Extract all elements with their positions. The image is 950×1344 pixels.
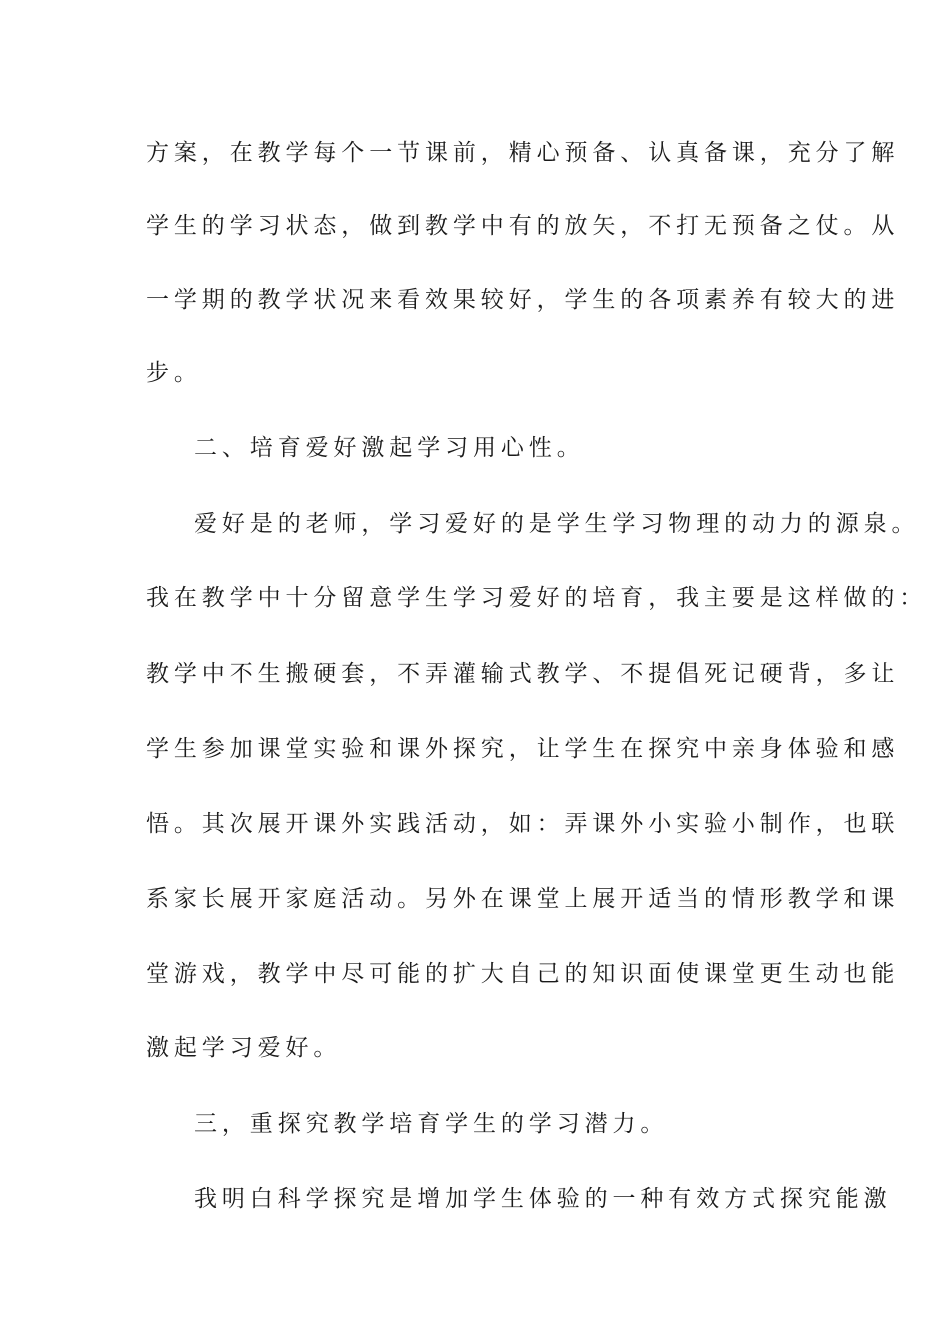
paragraph-line: 步。	[146, 360, 202, 386]
paragraph-line: 悟。其次展开课外实践活动，如：弄课外小实验小制作，也联	[146, 811, 900, 837]
section-heading: 二、培育爱好激起学习用心性。	[194, 435, 585, 461]
paragraph-line: 系家长展开家庭活动。另外在课堂上展开适当的情形教学和课	[146, 886, 900, 912]
paragraph-line: 我在教学中十分留意学生学习爱好的培育，我主要是这样做的：	[146, 585, 928, 611]
paragraph-line: 激起学习爱好。	[146, 1035, 342, 1061]
paragraph-line: 方案，在教学每个一节课前，精心预备、认真备课，充分了解	[146, 140, 900, 166]
paragraph-line: 学生的学习状态，做到教学中有的放矢，不打无预备之仗。从	[146, 213, 900, 239]
paragraph-line: 爱好是的老师，学习爱好的是学生学习物理的动力的源泉。	[194, 511, 920, 537]
section-heading: 三，重探究教学培育学生的学习潜力。	[194, 1111, 669, 1137]
paragraph-line: 一学期的教学状况来看效果较好，学生的各项素养有较大的进	[146, 287, 900, 313]
paragraph-line: 教学中不生搬硬套，不弄灌输式教学、不提倡死记硬背，多让	[146, 661, 900, 687]
paragraph-line: 堂游戏，教学中尽可能的扩大自己的知识面使课堂更生动也能	[146, 961, 900, 987]
paragraph-line: 学生参加课堂实验和课外探究，让学生在探究中亲身体验和感	[146, 736, 900, 762]
paragraph-line: 我明白科学探究是增加学生体验的一种有效方式探究能激	[194, 1186, 892, 1212]
